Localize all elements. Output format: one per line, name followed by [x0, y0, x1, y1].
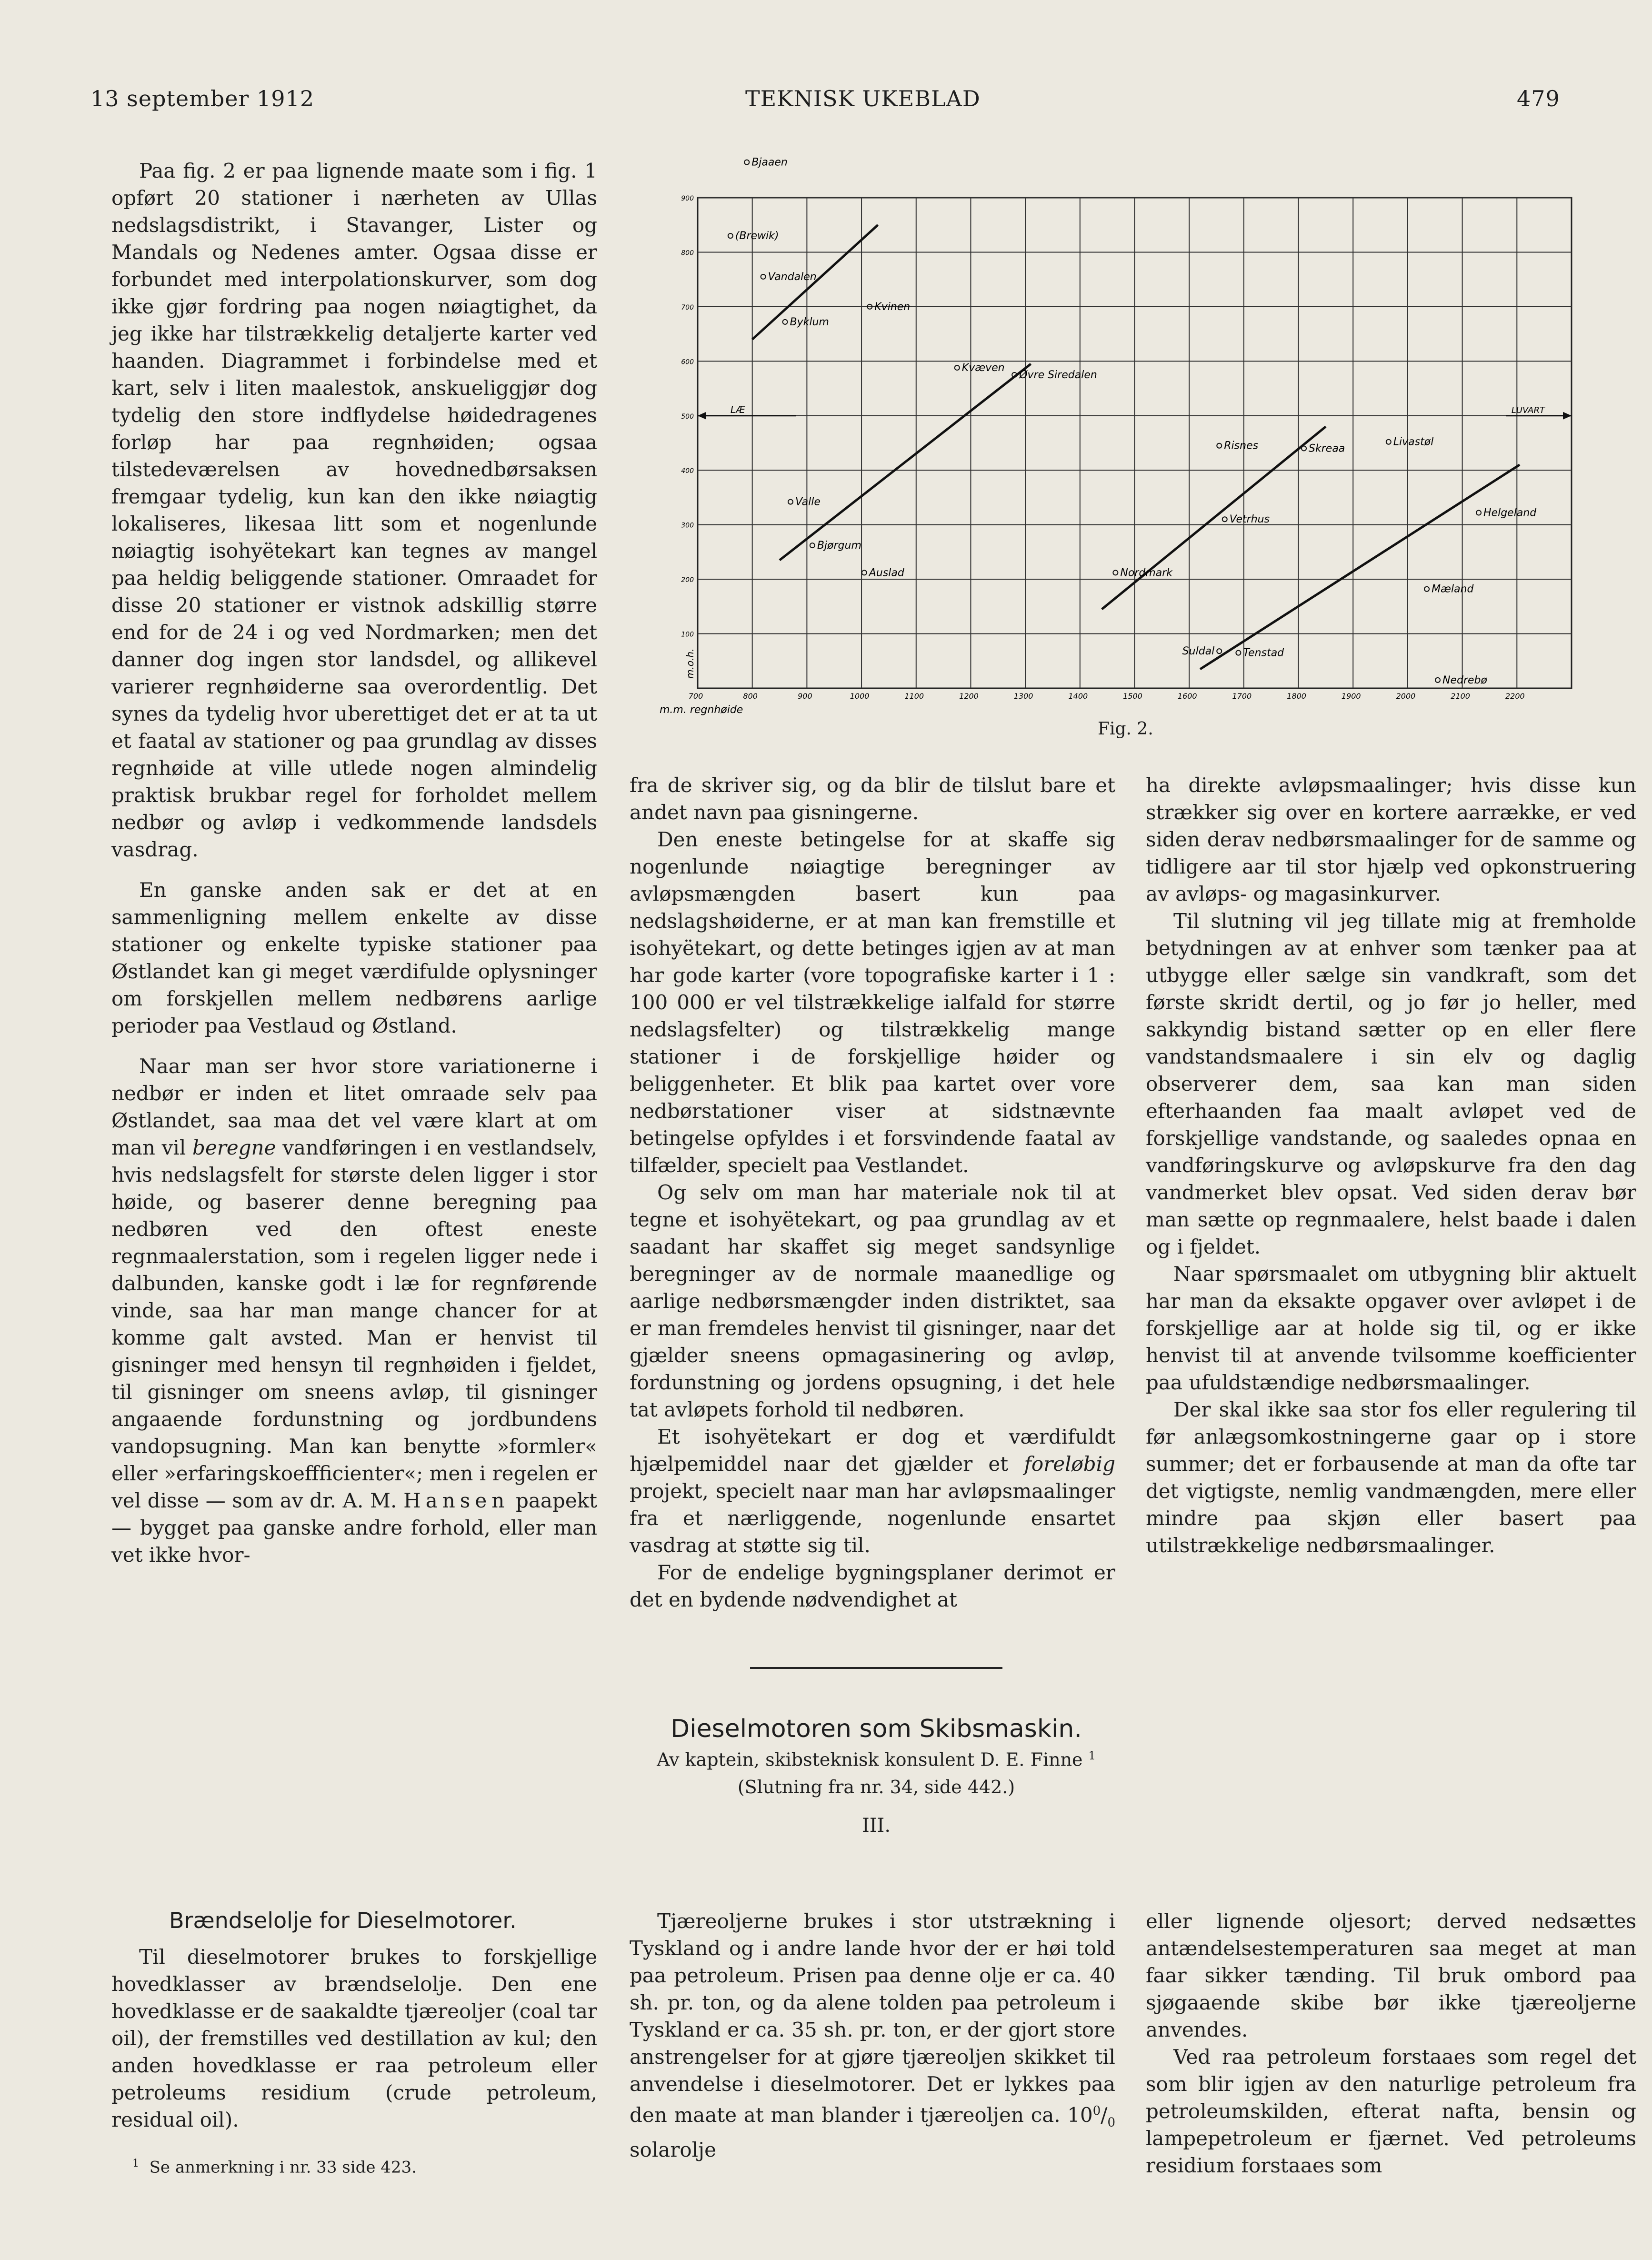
station-label: Skreaa [1309, 442, 1345, 455]
station-label: Suldal [1182, 645, 1215, 658]
y-tick-label: 900 [681, 195, 694, 202]
middle-column [630, 772, 1115, 1613]
station-label: Valle [795, 496, 821, 508]
header-journal: TEKNISK UKEBLAD [745, 86, 981, 111]
station-marker [1476, 510, 1481, 515]
lower-right-paragraph-1: eller lignende oljesort; derved nedsættes antændelsestemperaturen saa meget at man faar sikker tænding. Til bruk ombord paa sjøgaaende skibe bør ikke tjæreoljerne anvendes. [1146, 1909, 1636, 2041]
x-tick-label: 1400 [1068, 692, 1088, 701]
section-title: Dieselmotoren som Skibsmaskin. [671, 1715, 1082, 1743]
middle-paragraph-5: For de endelige bygningsplaner derimot er det en bydende nødvendighet at [630, 1561, 1115, 1611]
figure-2-chart [619, 143, 1581, 743]
station-label: Helgeland [1483, 507, 1537, 519]
y-tick-label: 200 [681, 576, 694, 584]
station-label: Nordmark [1120, 567, 1172, 579]
x-tick-label: 900 [798, 692, 812, 701]
x-tick-label: 1900 [1341, 692, 1361, 701]
lae-label: LÆ [730, 403, 745, 415]
station-marker [744, 160, 749, 165]
station-marker [1386, 440, 1391, 444]
station-marker [783, 320, 788, 324]
x-tick-label: 1600 [1177, 692, 1197, 701]
x-tick-label: 800 [743, 692, 758, 701]
station-marker [955, 365, 960, 370]
y-axis-label: m.o.h. [684, 648, 696, 679]
section-continuation: (Slutning fra nr. 34, side 442.) [737, 1777, 1015, 1798]
x-tick-label: 1000 [850, 692, 870, 701]
interpolation-curve-3 [1102, 427, 1326, 609]
y-tick-label: 500 [681, 412, 694, 421]
subheading: Brændselolje for Dieselmotorer. [169, 1908, 517, 1933]
interpolation-curve-2 [780, 364, 1031, 560]
lower-right-paragraph-2: Ved raa petroleum forstaaes som regel det som blir igjen av den naturlige petroleum fra petroleumskilden, efterat nafta, bensin og lampepetroleum er fjærnet. Ved petroleums residium forstaaes som [1146, 2045, 1636, 2177]
station-marker [728, 233, 733, 238]
lower-middle-column [630, 1908, 1115, 2163]
station-label: Nedrebø [1442, 674, 1487, 686]
station-marker [1236, 651, 1241, 655]
right-paragraph-4: Der skal ikke saa stor fos eller regulering til før anlægsomkostningerne gaar op i store summer; det er forbausende at man da ofte tar det vigtigste, nemlig vandmængden, mere eller mindre paa skjøn eller basert paa utilstrækkelige nedbørsmaalinger. [1146, 1398, 1636, 1557]
x-tick-label: 1700 [1232, 692, 1252, 701]
header-page-number: 479 [1517, 86, 1560, 111]
x-tick-label: 1200 [959, 692, 979, 701]
right-paragraph-3: Naar spørsmaalet om utbygning blir aktuelt har man da eksakte opgaver over avløpet i de forskjellige aar at holde sig til, og er ikke henvist til at anvende tvilsomme koefficienter paa ufuldstændige nedbørsmaalinger. [1146, 1262, 1636, 1394]
lower-left-column [111, 1943, 597, 2133]
middle-paragraph-2: Den eneste betingelse for at skaffe sig nogenlunde nøiagtige beregninger av avløpsmængden basert kun paa nedslagshøiderne, er at man kan fremstille et isohyëtekart, og dette betinges igjen av at man har gode karter (vore topografiske karter i 1 : 100 000 er vel tilstrækkelige ialfald for større nedslagsfelter) og tilstrækkelig mange stationer i de forskjellige høider og beliggenheter. Et blik paa kartet over vore nedbørstationer viser at sidstnævnte betingelse opfyldes i et forsvindende faatal av tilfælder, specielt paa Vestlandet. [630, 828, 1115, 1177]
x-tick-label: 1100 [904, 692, 924, 701]
station-label: Kvæven [961, 362, 1005, 374]
middle-paragraph-4: Et isohyëtekart er dog et værdifuldt hjælpemiddel naar det gjælder et foreløbig projekt, specielt naar man har avløpsmaalinger fra et nærliggende, nogenlunde ensartet vasdrag at støtte sig til. [630, 1425, 1115, 1557]
right-paragraph-1: ha direkte avløpsmaalinger; hvis disse kun strækker sig over en kortere aarrække, er ved siden derav nedbørsmaalinger for de samme og tidligere aar til stor hjælp ved opkonstruering av avløps- og magasinkurver. [1146, 773, 1636, 905]
station-marker [1222, 517, 1227, 522]
x-axis-unit-label: m.m. regnhøide [660, 704, 743, 716]
section-divider [750, 1667, 1002, 1669]
station-label: Vandalen [768, 271, 817, 283]
left-paragraph-1: Paa fig. 2 er paa lignende maate som i fig. 1 opført 20 stationer i nærheten av Ullas nedslagsdistrikt, i Stavanger, Lister og Mandals og Nedenes amter. Ogsaa disse er forbundet med interpolationskurver, som dog ikke gjør fordring paa nogen nøiagtighet, da jeg ikke har tilstrækkelig detaljerte karter ved haanden. Diagrammet i forbindelse med et kart, selv i liten maalestok, anskueliggjør dog tydelig den store indflydelse høidedragenes forløp har paa regnhøiden; ogsaa tilstedeværelsen av hovednedbørsaksen fremgaar tydelig, kun kan den ikke nøiagtig lokaliseres, likesaa litt som et nogenlunde nøiagtig isohyëtekart kan tegnes av mangel paa heldig beliggende stationer. Omraadet for disse 20 stationer er vistnok adskillig større end for de 24 i og ved Nordmarken; men det danner dog ingen stor landsdel, og allikevel varierer regnhøiderne saa overordentlig. Det synes da tydelig hvor uberettiget det er at ta ut et faatal av stationer og paa grundlag av disses regnhøide at ville utlede nogen almindelig praktisk brukbar regel for forholdet mellem nedbør og avløp i vedkommende landsdels vasdrag. [111, 159, 597, 861]
station-label: Byklum [790, 316, 829, 328]
arrow-head [1563, 412, 1572, 420]
y-tick-label: 700 [681, 303, 694, 311]
x-tick-label: 1800 [1287, 692, 1306, 701]
station-marker [1113, 570, 1118, 575]
chart-stations [728, 157, 1537, 686]
station-marker [1424, 587, 1429, 592]
middle-paragraph-3: Og selv om man har materiale nok til at tegne et isohyëtekart, og paa grundlag av et saadant har skaffet sig meget sandsynlige beregninger av de normale maanedlige og aarlige nedbørsmængder inden distriktet, saa er man fremdeles henvist til gisninger, naar det gjælder sneens opmagasinering og avløp, fordunstning og jordens opsugning, i det hele tat avløpets forhold til nedbøren. [630, 1181, 1115, 1421]
y-tick-label: 800 [681, 249, 694, 257]
x-tick-label: 1500 [1123, 692, 1142, 701]
station-label: (Brewik) [735, 230, 779, 242]
station-marker [1435, 678, 1440, 683]
left-paragraph-3: Naar man ser hvor store variationerne i nedbør er inden et litet omraade selv paa Østlandet, saa maa det vel være klart at om man vil beregne vandføringen i en vestlandselv, hvis nedslagsfelt for største delen ligger i stor høide, og baserer denne beregning paa nedbøren ved den oftest eneste regnmaalerstation, som i regelen ligger nede i dalbunden, kanske godt i læ for regnførende vinde, saa har man mange chancer for at komme galt avsted. Man er henvist til gisninger med hensyn til regnhøiden i fjeldet, til gisninger om sneens avløp, til gisninger angaaende fordunstning og jordbundens vandopsugning. Man kan benytte »formler« eller »erfaringskoeffficienter«; men i regelen er vel disse — som av dr. A. M. Hansen paapekt — bygget paa ganske andre forhold, eller man vet ikke hvor- [111, 1055, 598, 1567]
station-marker [761, 274, 766, 279]
middle-paragraph-1: fra de skriver sig, og da blir de tilslut bare et andet navn paa gisningerne. [630, 773, 1115, 824]
section-author: Av kaptein, skibsteknisk konsulent D. E. Finne $^1$ [657, 1749, 1096, 1770]
right-column [1146, 772, 1636, 1559]
station-marker [1302, 446, 1306, 451]
x-tick-label: 2100 [1451, 692, 1470, 701]
station-label: Mæland [1432, 583, 1474, 595]
station-label: Kvinen [874, 301, 911, 313]
footnote: $^1$ Se anmerkning i nr. 33 side 423. [132, 2158, 417, 2177]
station-marker [788, 500, 793, 504]
station-label: Tenstad [1243, 647, 1284, 659]
y-tick-label: 600 [681, 358, 694, 366]
y-tick-label: 100 [681, 631, 694, 639]
y-tick-label: 400 [681, 467, 694, 475]
luvart-label: LUVART [1511, 405, 1545, 415]
figure-caption: Fig. 2. [1098, 719, 1153, 739]
lower-left-paragraph: Til dieselmotorer brukes to forskjellige hovedklasser av brændselolje. Den ene hovedklasse er de saakaldte tjæreoljer (coal tar oil), der fremstilles ved destillation av kul; den anden hovedklasse er raa petroleum eller petroleums residium (crude petroleum, residual oil). [111, 1945, 597, 2131]
station-label: Bjaaen [751, 156, 788, 169]
lower-middle-paragraph: Tjæreoljerne brukes i stor utstrækning i Tyskland og i andre lande hvor der er høi told paa petroleum. Prisen paa denne olje er ca. 40 sh. pr. ton, og da alene tolden paa petroleum i Tyskland er ca. 35 sh. pr. ton, er der gjort store anstrengelser for at gjøre tjæreoljen skikket til anvendelse i dieselmotorer. Det er lykkes paa den maate at man blander i tjæreoljen ca. $10^0/_0$ solarolje [630, 1909, 1115, 2162]
station-marker [1217, 649, 1221, 653]
interpolation-curve-4 [1200, 465, 1520, 669]
x-tick-label: 2200 [1505, 692, 1525, 701]
station-label: Øvre Siredalen [1019, 369, 1097, 381]
y-tick-label: 300 [681, 522, 694, 530]
right-paragraph-2: Til slutning vil jeg tillate mig at fremholde betydningen av at enhver som tænker paa at utbygge eller sælge sin vandkraft, som det første skridt dertil, og jo før jo heller, med sakkyndig bistand sætter op en eller flere vandstandsmaalere i sin elv og daglig observerer dem, saa kan man siden efterhaanden faa maalt avløpet ved de forskjellige vandstande, og saaledes opnaa en vandføringskurve og avløpskurve fra den dag vandmerket blev opsat. Ved siden derav bør man sætte op regnmaalere, helst baade i dalen og i fjeldet. [1146, 909, 1636, 1258]
station-label: Vetrhus [1229, 513, 1270, 526]
station-label: Bjørgum [817, 540, 861, 552]
left-paragraph-2: En ganske anden sak er det at en sammenligning mellem enkelte av disse stationer og enkelte typiske stationer paa Østlandet kan gi meget værdifulde oplysninger om forskjellen mellem nedbørens aarlige perioder paa Vestlaud og Østland. [111, 878, 597, 1037]
left-column [111, 157, 597, 1568]
x-tick-label: 700 [688, 692, 703, 701]
arrow-head [698, 412, 706, 420]
section-part-number: III. [861, 1815, 891, 1837]
lower-right-column [1146, 1908, 1636, 2179]
station-label: Risnes [1224, 440, 1259, 452]
station-label: Auslad [869, 567, 904, 579]
header-date: 13 september 1912 [90, 86, 315, 111]
station-marker [1217, 443, 1221, 448]
x-tick-label: 2000 [1396, 692, 1416, 701]
station-marker [862, 570, 867, 575]
x-tick-label: 1300 [1013, 692, 1033, 701]
station-marker [810, 543, 815, 548]
station-label: Livastøl [1393, 436, 1434, 448]
